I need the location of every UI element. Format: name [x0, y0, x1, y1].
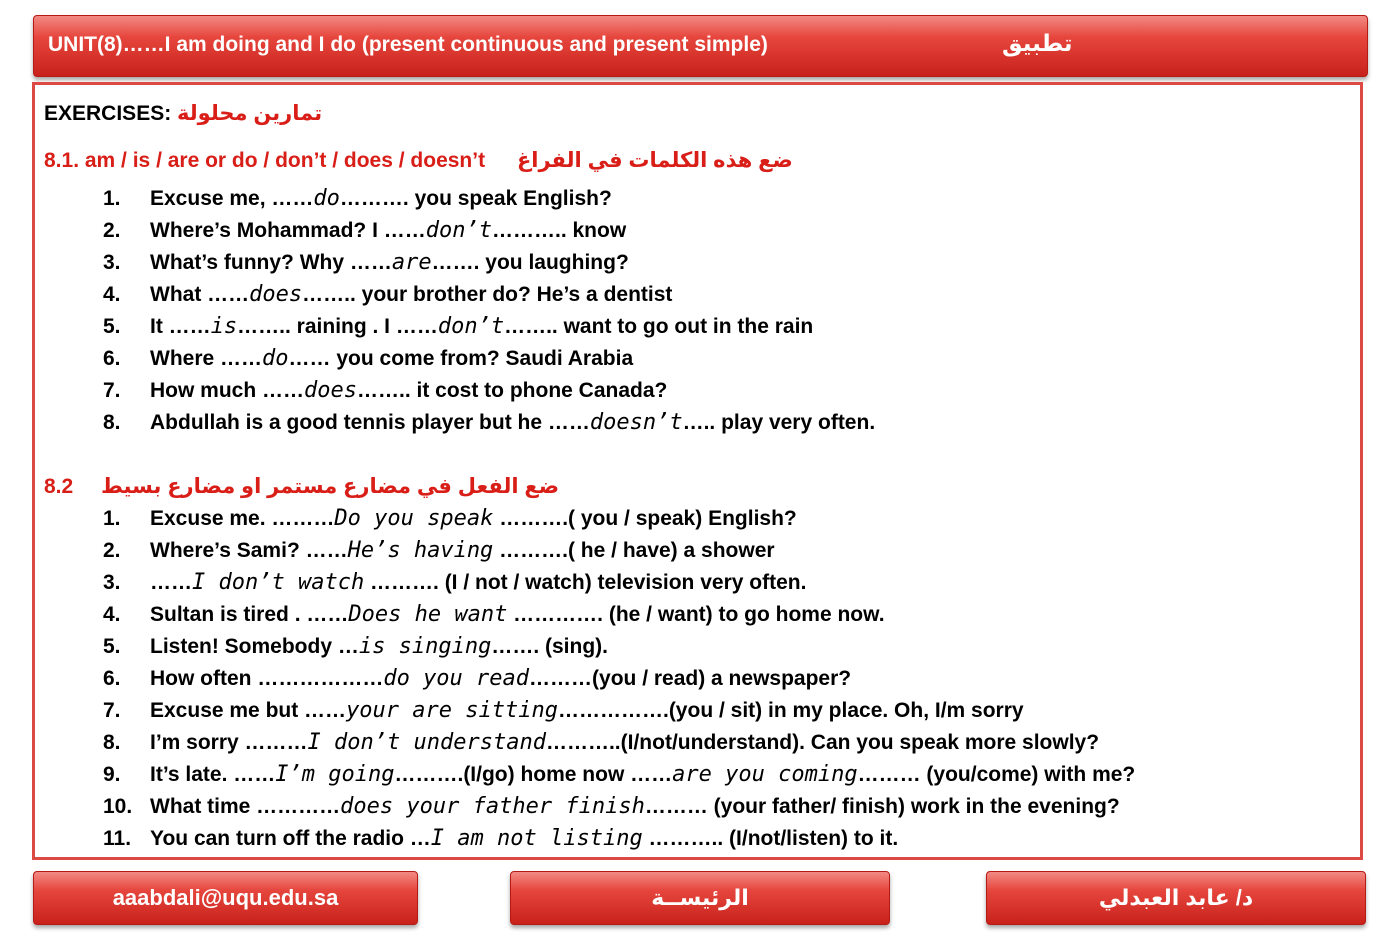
question-text: ……… (you/come) with me?: [857, 763, 1136, 786]
exercise-item: [150, 218, 626, 244]
arabic-title: تطبيق: [1002, 30, 1073, 56]
exercise-item: [150, 506, 797, 532]
exercise-item: [150, 826, 898, 852]
exercise-8-2-title: 8.2: [44, 475, 74, 498]
exercise-item: [150, 346, 633, 372]
home-label: الرئيســة: [651, 885, 749, 910]
exercise-item: [150, 634, 608, 660]
question-text: Where ……: [150, 347, 263, 370]
answer-text: Do you speak: [334, 506, 494, 531]
item-number: 5.: [103, 635, 121, 658]
answer-text: do: [313, 186, 340, 211]
item-number: 6.: [103, 347, 121, 370]
exercise-item: [150, 794, 1120, 820]
question-text: Excuse me, ……: [150, 187, 314, 210]
answer-text: does: [249, 282, 303, 307]
question-text: ……….(I/go) home now ……: [394, 763, 673, 786]
page-title: UNIT(8)……I am doing and I do (present continuous and present simple): [48, 33, 768, 56]
exercise-item: [150, 666, 851, 692]
item-number: 4.: [103, 283, 121, 306]
item-number: 9.: [103, 763, 121, 786]
question-text: …… you come from? Saudi Arabia: [288, 347, 634, 370]
item-number: 10.: [103, 795, 133, 818]
exercise-item: [150, 410, 875, 436]
question-text: ……. you laughing?: [431, 251, 629, 274]
exercise-8-1-title: 8.1. am / is / are or do / don’t / does / doesn’t: [44, 149, 486, 172]
author-button[interactable]: [986, 871, 1366, 925]
question-text: ……….. (I/not/listen) to it.: [642, 827, 899, 850]
question-text: What ……: [150, 283, 250, 306]
item-number: 8.: [103, 731, 121, 754]
exercises-label: [44, 101, 322, 127]
exercise-item: [150, 378, 667, 404]
answer-text: I’m going: [275, 762, 395, 787]
answer-text: I don’t watch: [192, 570, 365, 595]
home-button[interactable]: [510, 871, 890, 925]
answer-text: He’s having: [347, 538, 494, 563]
exercise-item: [150, 730, 1099, 756]
question-text: ……… (your father/ finish) work in the evening?: [644, 795, 1120, 818]
question-text: ……….( you / speak) English?: [493, 507, 797, 530]
exercise-item: [150, 698, 1024, 724]
answer-text: are: [391, 250, 432, 275]
title-bar: [33, 15, 1368, 77]
question-text: ………. you speak English?: [339, 187, 612, 210]
exercise-8-2-title-ar: ضع الفعل في مضارع مستمر او مضارع بسيط: [101, 475, 559, 498]
answer-text: don’t: [425, 218, 492, 243]
answer-text: don’t: [437, 314, 505, 339]
question-text: ……. (sing).: [491, 635, 608, 658]
exercises-label-en: EXERCISES:: [44, 102, 172, 125]
exercise-item: [150, 186, 612, 212]
exercise-8-2-heading: [44, 474, 559, 500]
question-text: ………(you / read) a newspaper?: [529, 667, 852, 690]
question-text: Where’s Sami? ……: [150, 539, 348, 562]
question-text: …………. (he / want) to go home now.: [507, 603, 885, 626]
answer-text: Does he want: [348, 602, 508, 627]
question-text: Where’s Mohammad? I ……: [150, 219, 426, 242]
answer-text: does your father finish: [340, 794, 645, 819]
question-text: You can turn off the radio …: [150, 827, 431, 850]
question-text: …….. raining . I ……: [237, 315, 438, 338]
question-text: What’s funny? Why ……: [150, 251, 392, 274]
question-text: It’s late. ……: [150, 763, 276, 786]
answer-text: I don’t understand: [307, 730, 546, 755]
item-number: 7.: [103, 379, 121, 402]
item-number: 7.: [103, 699, 121, 722]
question-text: How often ………………: [150, 667, 384, 690]
answer-text: do you read: [383, 666, 530, 691]
exercise-item: [150, 602, 885, 628]
question-text: ……: [150, 571, 192, 594]
author-label: د/ عابد العبدلي: [1098, 885, 1254, 910]
question-text: ………..(I/not/understand). Can you speak more slowly?: [545, 731, 1100, 754]
email-button[interactable]: [33, 871, 418, 925]
question-text: Excuse me but ……: [150, 699, 347, 722]
question-text: ……….. know: [492, 219, 627, 242]
exercise-item: [150, 314, 813, 340]
answer-text: doesn’t: [589, 410, 683, 435]
exercise-item: [150, 538, 775, 564]
question-text: Listen! Somebody …: [150, 635, 359, 658]
question-text: …….. your brother do? He’s a dentist: [302, 283, 673, 306]
exercise-item: [150, 762, 1135, 788]
item-number: 11.: [103, 827, 132, 850]
item-number: 5.: [103, 315, 121, 338]
item-number: 6.: [103, 667, 121, 690]
question-text: What time …………: [150, 795, 341, 818]
question-text: Sultan is tired . ……: [150, 603, 349, 626]
email-label: aaabdali@uqu.edu.sa: [112, 885, 339, 910]
item-number: 1.: [103, 507, 121, 530]
question-text: …….. want to go out in the rain: [504, 315, 814, 338]
answer-text: your are sitting: [346, 698, 558, 723]
exercise-item: [150, 282, 672, 308]
question-text: I’m sorry ………: [150, 731, 308, 754]
exercise-8-1-heading: [44, 148, 793, 174]
answer-text: are you coming: [672, 762, 858, 787]
question-text: ….. play very often.: [682, 411, 876, 434]
item-number: 2.: [103, 219, 121, 242]
exercise-item: [150, 250, 629, 276]
answer-text: I am not listing: [430, 826, 643, 851]
exercises-label-ar: تمارين محلولة: [177, 102, 323, 125]
question-text: It ……: [150, 315, 211, 338]
question-text: How much ……: [150, 379, 305, 402]
question-text: Abdullah is a good tennis player but he ……: [150, 411, 590, 434]
question-text: ……….( he / have) a shower: [493, 539, 775, 562]
answer-text: does: [304, 378, 357, 403]
item-number: 1.: [103, 187, 121, 210]
question-text: Excuse me. ………: [150, 507, 335, 530]
item-number: 3.: [103, 251, 121, 274]
answer-text: do: [262, 346, 289, 371]
item-number: 3.: [103, 571, 121, 594]
item-number: 8.: [103, 411, 121, 434]
question-text: ………. (I / not / watch) television very often.: [364, 571, 807, 594]
answer-text: is singing: [358, 634, 492, 659]
answer-text: is: [210, 314, 238, 339]
question-text: …………….(you / sit) in my place. Oh, I/m sorry: [557, 699, 1024, 722]
question-text: …….. it cost to phone Canada?: [357, 379, 668, 402]
exercise-item: [150, 570, 806, 596]
item-number: 2.: [103, 539, 121, 562]
item-number: 4.: [103, 603, 121, 626]
exercise-8-1-title-ar: ضع هذه الكلمات في الفراغ: [516, 149, 793, 172]
